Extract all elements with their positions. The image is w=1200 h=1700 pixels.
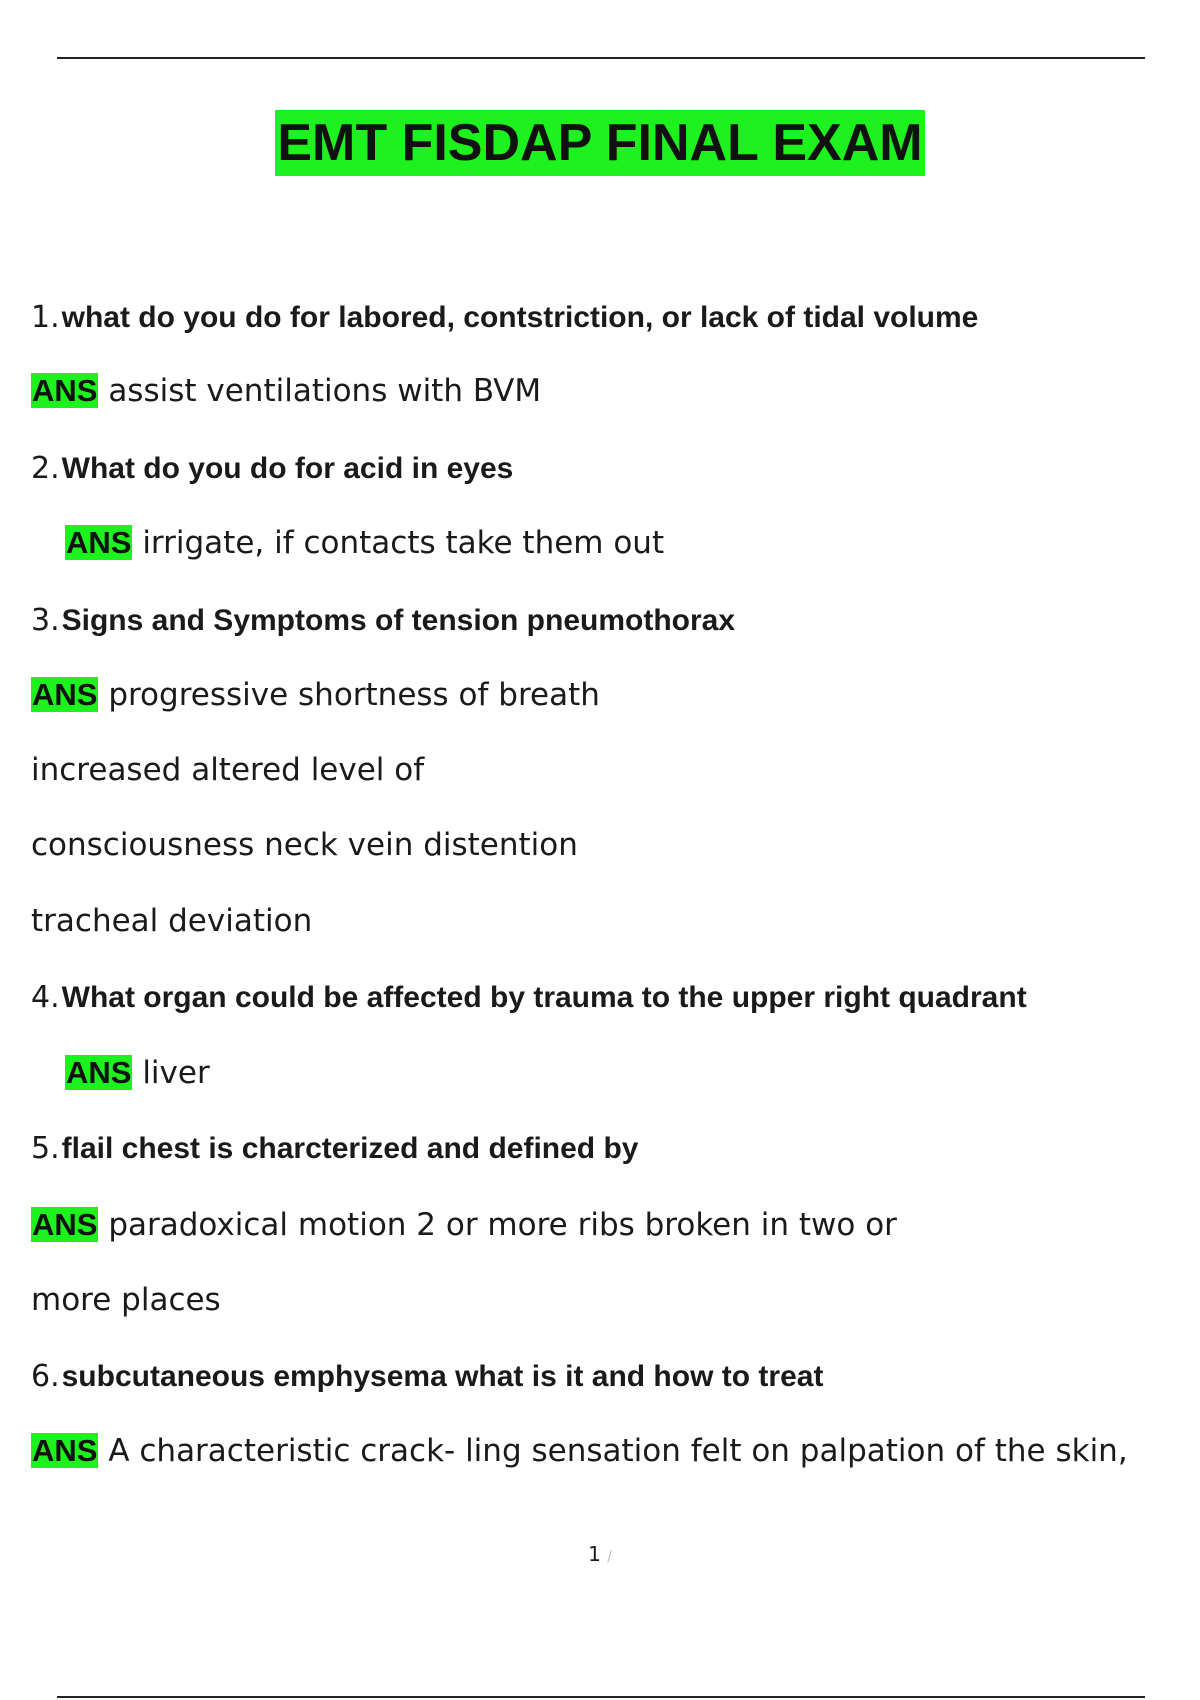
- ans-label: ANS: [32, 677, 98, 712]
- question-3: [31, 603, 735, 638]
- ans-label: ANS: [32, 1207, 98, 1242]
- answer-text: progressive shortness of breath: [108, 677, 600, 713]
- ans-label: ANS: [66, 525, 132, 560]
- answer-3-continuation: tracheal deviation: [31, 903, 313, 939]
- answer-text: assist ventilations with BVM: [108, 373, 542, 409]
- answer-1: [31, 373, 541, 409]
- question-text: Signs and Symptoms of tension pneumothorax: [61, 604, 736, 637]
- question-text: flail chest is charcterized and defined by: [61, 1132, 639, 1165]
- answer-5: [31, 1207, 897, 1243]
- ans-label: ANS: [32, 373, 98, 408]
- page-separator: /: [607, 1549, 612, 1565]
- answer-text: paradoxical motion 2 or more ribs broken in two or: [108, 1207, 897, 1243]
- page-number-value: 1: [588, 1542, 601, 1566]
- question-number: 5.: [31, 1131, 60, 1166]
- question-number: 2.: [31, 451, 60, 486]
- ans-label: ANS: [66, 1055, 132, 1090]
- question-text: What organ could be affected by trauma to the upper right quadrant: [61, 981, 1027, 1014]
- ans-label: ANS: [32, 1433, 98, 1468]
- bottom-rule: [57, 1696, 1145, 1698]
- answer-4: [65, 1055, 210, 1091]
- question-number: 1.: [31, 300, 60, 335]
- question-6: [31, 1359, 823, 1394]
- question-text: what do you do for labored, contstriction, or lack of tidal volume: [61, 301, 979, 334]
- answer-2: [65, 525, 664, 561]
- question-text: What do you do for acid in eyes: [61, 452, 514, 485]
- question-number: 4.: [31, 980, 60, 1015]
- document-title: EMT FISDAP FINAL EXAM: [275, 110, 924, 176]
- title-container: [0, 110, 1200, 176]
- question-4: [31, 980, 1027, 1015]
- answer-3-continuation: increased altered level of: [31, 752, 425, 788]
- question-2: [31, 451, 513, 486]
- answer-3: [31, 677, 600, 713]
- page-number: [0, 1542, 1200, 1566]
- answer-5-continuation: more places: [31, 1282, 221, 1318]
- question-number: 3.: [31, 603, 60, 638]
- answer-3-continuation: consciousness neck vein distention: [31, 827, 578, 863]
- answer-text: irrigate, if contacts take them out: [142, 525, 665, 561]
- question-1: [31, 300, 978, 335]
- question-text: subcutaneous emphysema what is it and how to treat: [61, 1360, 824, 1393]
- question-number: 6.: [31, 1359, 60, 1394]
- answer-6: [31, 1433, 1128, 1469]
- top-rule: [57, 57, 1145, 59]
- answer-text: A characteristic crack- ling sensation felt on palpation of the skin,: [108, 1433, 1128, 1469]
- question-5: [31, 1131, 638, 1166]
- answer-text: liver: [142, 1055, 210, 1091]
